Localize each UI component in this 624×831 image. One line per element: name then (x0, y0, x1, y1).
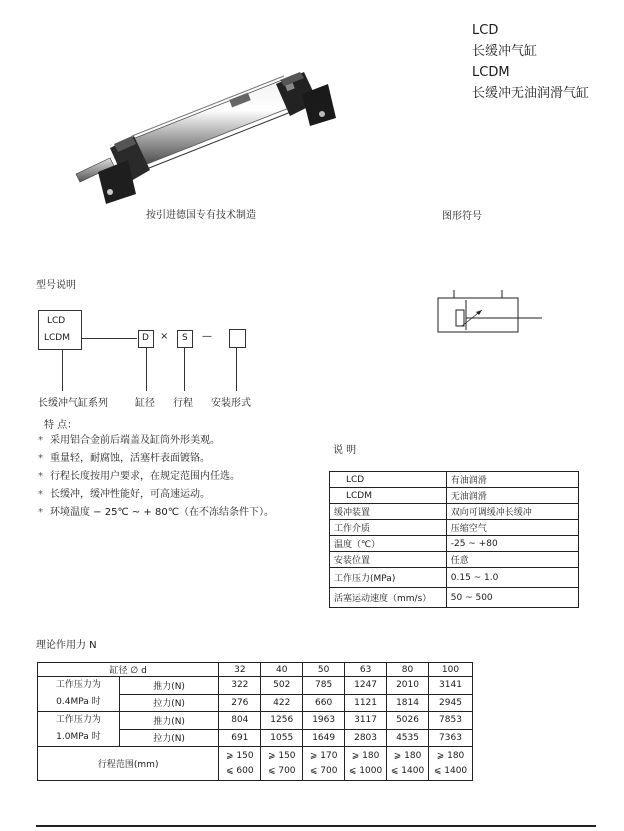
stroke-label: 行程范围(mm) (38, 747, 219, 781)
title-line: LCD (472, 23, 499, 38)
bullet-icon: * (38, 471, 43, 482)
feature-item (38, 504, 274, 522)
force-cell: 804 (219, 712, 261, 730)
stroke-max: ⩽ 600 (226, 765, 254, 776)
label-bore: 缸径 (135, 398, 155, 409)
title-block (472, 20, 589, 104)
force-cell: 1055 (261, 729, 303, 747)
title-line: 长缓冲无油润滑气缸 (472, 86, 590, 101)
feature-item (38, 468, 274, 486)
spec-key: LCDM (330, 488, 447, 504)
spec-row (330, 472, 579, 488)
feature-text: 长缓冲，缓冲性能好，可高速运动。 (50, 489, 210, 500)
pressure-label (38, 677, 120, 712)
spec-heading: 说 明 (333, 445, 357, 456)
force-heading: 理论作用力 N (36, 640, 97, 651)
spec-row (330, 568, 579, 588)
push-label: 推力(N) (119, 712, 219, 730)
title-line: 长缓冲气缸 (472, 44, 538, 59)
spec-row (330, 504, 579, 520)
times-sign: × (160, 331, 169, 342)
force-cell: 1247 (345, 677, 387, 695)
spec-value: 任意 (446, 552, 578, 568)
bullet-icon: * (38, 507, 43, 518)
force-cell: 1963 (303, 712, 345, 730)
spec-key: 安装位置 (330, 552, 447, 568)
bore-value: 50 (303, 663, 345, 677)
series-code-lcd: LCD (47, 316, 66, 326)
connector-line (81, 338, 137, 339)
spec-value: 无油润滑 (446, 488, 578, 504)
stroke-min: ⩾ 170 (309, 750, 338, 761)
label-mount: 安装形式 (211, 398, 251, 409)
force-cell: 7363 (429, 729, 473, 747)
force-cell: 1814 (387, 694, 429, 712)
force-cell: 2945 (429, 694, 473, 712)
force-cell: 422 (261, 694, 303, 712)
feature-text: 环境温度 − 25℃ ~ + 80℃（在不冻结条件下）。 (50, 507, 274, 518)
spec-key: 温度（℃） (330, 536, 447, 552)
force-cell: 1256 (261, 712, 303, 730)
feature-item (38, 486, 274, 504)
force-table (37, 662, 473, 781)
spec-table (329, 471, 579, 608)
stroke-max: ⩽ 1400 (433, 765, 468, 776)
mount-code-box (229, 329, 246, 348)
spec-key: 工作压力(MPa) (330, 568, 447, 588)
spec-key: LCD (330, 472, 447, 488)
pull-label: 拉力(N) (119, 694, 219, 712)
pressure-line: 工作压力为 (55, 680, 101, 690)
force-cell: 5026 (387, 712, 429, 730)
bore-label: 缸径 ∅ d (38, 663, 219, 677)
bore-code-box (138, 330, 154, 348)
force-cell: 2803 (345, 729, 387, 747)
feature-text: 采用铝合金前后端盖及缸筒外形美观。 (50, 435, 220, 446)
stroke-max: ⩽ 700 (309, 765, 338, 776)
features-heading: 特 点： (44, 420, 78, 431)
spec-value: 50 ~ 500 (446, 588, 578, 608)
force-cell: 2010 (387, 677, 429, 695)
feature-item (38, 450, 274, 468)
bore-value: 40 (261, 663, 303, 677)
pressure-line: 1.0MPa 时 (56, 732, 101, 742)
force-cell: 3117 (345, 712, 387, 730)
force-row (38, 712, 473, 730)
bore-value: 80 (387, 663, 429, 677)
dash-sign: — (202, 331, 212, 342)
features-list (38, 432, 274, 522)
model-heading: 型号说明 (36, 280, 76, 291)
spec-row (330, 520, 579, 536)
force-cell: 3141 (429, 677, 473, 695)
force-row (38, 677, 473, 695)
force-cell: 660 (303, 694, 345, 712)
title-line: LCDM (472, 65, 510, 80)
force-cell: 276 (219, 694, 261, 712)
bore-code: D (142, 333, 149, 343)
bore-value: 100 (429, 663, 473, 677)
bore-value: 32 (219, 663, 261, 677)
pressure-line: 工作压力为 (55, 715, 101, 725)
force-cell: 785 (303, 677, 345, 695)
leader-bore (146, 347, 147, 391)
stroke-cell (303, 747, 345, 781)
label-series: 长缓冲气缸系列 (38, 398, 108, 409)
pressure-label (38, 712, 120, 747)
feature-text: 行程长度按用户要求，在规定范围内任选。 (50, 471, 240, 482)
stroke-code: S (182, 333, 188, 343)
spec-key: 工作介质 (330, 520, 447, 536)
stroke-cell (387, 747, 429, 781)
stroke-cell (345, 747, 387, 781)
stroke-min: ⩾ 180 (393, 750, 422, 761)
stroke-cell (219, 747, 261, 781)
bottom-rule (36, 825, 596, 827)
stroke-min: ⩾ 150 (226, 750, 254, 761)
bore-value: 63 (345, 663, 387, 677)
pull-label: 拉力(N) (119, 729, 219, 747)
spec-row (330, 488, 579, 504)
leader-series (62, 349, 63, 391)
force-cell: 4535 (387, 729, 429, 747)
symbol-caption: 图形符号 (442, 211, 482, 222)
series-code-lcdm: LCDM (44, 333, 70, 343)
stroke-cell (429, 747, 473, 781)
spec-value: 压缩空气 (446, 520, 578, 536)
pressure-line: 0.4MPa 时 (56, 697, 101, 707)
stroke-cell (261, 747, 303, 781)
feature-text: 重量轻，耐腐蚀，活塞杆表面镀铬。 (50, 453, 210, 464)
stroke-min: ⩾ 150 (267, 750, 296, 761)
spec-value: 0.15 ~ 1.0 (446, 568, 578, 588)
spec-row (330, 552, 579, 568)
force-cell: 7853 (429, 712, 473, 730)
stroke-max: ⩽ 1000 (348, 765, 383, 776)
force-cell: 322 (219, 677, 261, 695)
force-cell: 1649 (303, 729, 345, 747)
label-stroke: 行程 (173, 398, 193, 409)
force-cell: 502 (261, 677, 303, 695)
feature-item (38, 432, 274, 450)
series-code-box (38, 310, 82, 350)
spec-value: -25 ~ +80 (446, 536, 578, 552)
force-header-row (38, 663, 473, 677)
push-label: 推力(N) (119, 677, 219, 695)
spec-row (330, 588, 579, 608)
leader-mount (236, 347, 237, 391)
stroke-code-box (177, 330, 193, 348)
bullet-icon: * (38, 435, 43, 446)
spec-key: 缓冲装置 (330, 504, 447, 520)
stroke-max: ⩽ 700 (267, 765, 296, 776)
force-cell: 1121 (345, 694, 387, 712)
photo-caption: 按引进德国专有技术制造 (146, 210, 256, 221)
cylinder-photo (70, 62, 340, 212)
leader-stroke (184, 347, 185, 391)
spec-value: 双向可调缓冲长缓冲 (446, 504, 578, 520)
spec-key: 活塞运动速度（mm/s） (330, 588, 447, 608)
pneumatic-symbol (436, 288, 546, 338)
bullet-icon: * (38, 453, 43, 464)
stroke-min: ⩾ 180 (351, 750, 380, 761)
stroke-row (38, 747, 473, 781)
stroke-max: ⩽ 1400 (390, 765, 425, 776)
spec-value: 有油润滑 (446, 472, 578, 488)
stroke-min: ⩾ 180 (436, 750, 465, 761)
force-cell: 691 (219, 729, 261, 747)
spec-row (330, 536, 579, 552)
bullet-icon: * (38, 489, 43, 500)
